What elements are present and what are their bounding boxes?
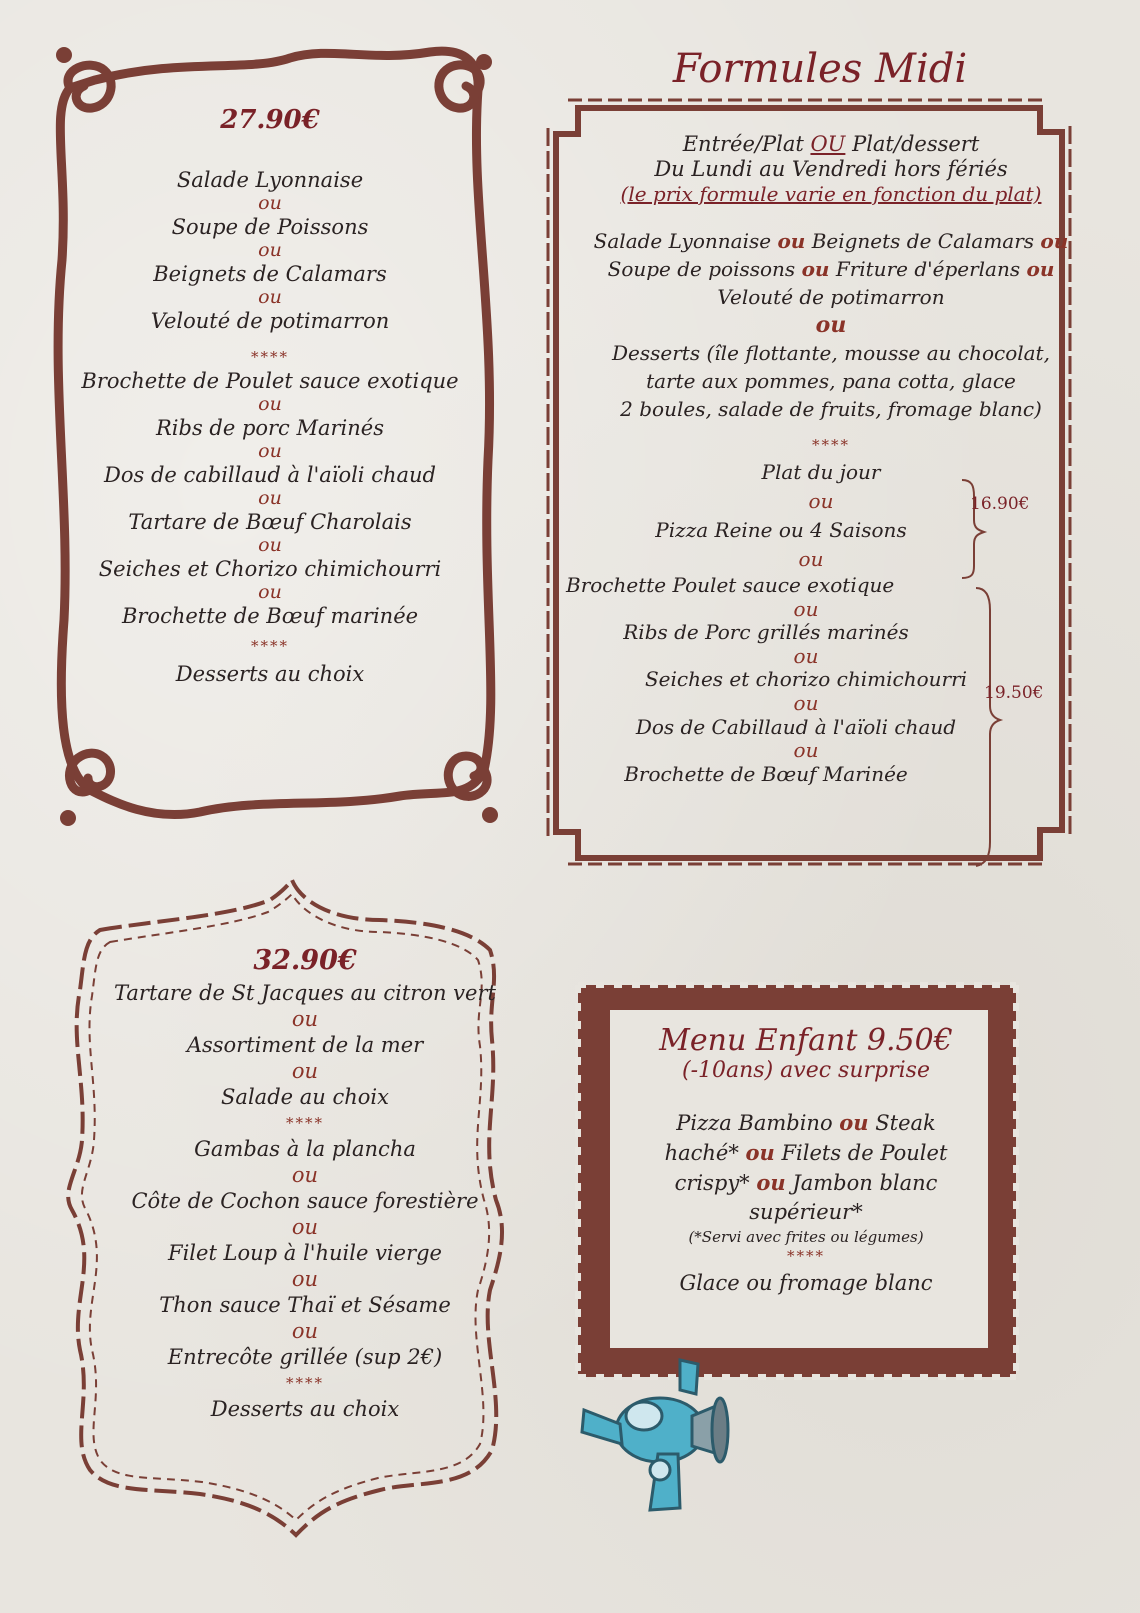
menu-item: Filet Loup à l'huile vierge	[168, 1241, 442, 1265]
menu-item: Ribs de porc Marinés	[155, 416, 385, 440]
menu-item: Glace ou fromage blanc	[679, 1271, 933, 1295]
course-separator: ****	[286, 1114, 324, 1132]
menu-item: Salade Lyonnaise	[176, 168, 364, 192]
formule-starters	[566, 227, 1096, 423]
group-1-price: 16.90€	[970, 494, 1030, 514]
or-separator: ou	[291, 1319, 319, 1343]
menu-item: Dos de Cabillaud à l'aïoli chaud	[635, 714, 957, 739]
menu-item: Thon sauce Thaï et Sésame	[159, 1293, 451, 1317]
or-separator: ou	[793, 596, 819, 621]
menu-enfant-note: (*Servi avec frites ou légumes)	[688, 1228, 924, 1246]
menu-item: Soupe de poissons	[607, 257, 796, 281]
or-separator: ou	[258, 286, 282, 308]
group-2-price: 19.50€	[984, 683, 1044, 703]
menu-item: Tartare de St Jacques au citron vert	[114, 981, 496, 1005]
or-separator: ou	[291, 1007, 319, 1031]
menu-item: Brochette Poulet sauce exotique	[566, 573, 895, 597]
or-separator: ou	[291, 1267, 319, 1291]
menu-item: Pizza Reine ou 4 Saisons	[655, 518, 907, 542]
menu-enfant-title: Menu Enfant 9.50€	[659, 1023, 953, 1058]
menu-enfant-line	[622, 1108, 990, 1138]
menu-item: Desserts au choix	[175, 662, 365, 686]
menu-item: Friture d'éperlans	[835, 257, 1021, 281]
menu-item: Pizza Bambino	[676, 1111, 840, 1135]
menu-item: Jambon blanc	[785, 1171, 938, 1195]
desserts-line: Desserts (île flottante, mousse au chocolat,	[612, 341, 1050, 365]
menu-item: Soupe de Poissons	[171, 215, 369, 239]
menu-item: Velouté de potimarron	[717, 285, 945, 309]
course-separator: ****	[286, 1374, 324, 1392]
menu-enfant	[622, 1024, 990, 1298]
formule-group-2	[566, 574, 1076, 786]
menu-item: crispy*	[674, 1171, 757, 1195]
or-separator: ou	[756, 1170, 786, 1195]
menu-item: Dos de cabillaud à l'aïoli chaud	[104, 463, 436, 487]
menu-item: Brochette de Poulet sauce exotique	[81, 369, 459, 393]
formule-days: Du Lundi au Vendredi hors fériés	[654, 157, 1008, 181]
or-separator: ou	[291, 1163, 319, 1187]
or-separator: ou	[258, 192, 282, 214]
formule-plat-dessert: Plat/dessert	[845, 132, 980, 156]
formule-price-note: (le prix formule varie en fonction du plat)	[620, 182, 1042, 206]
menu-enfant-subtitle: (-10ans) avec surprise	[682, 1058, 930, 1083]
menu-item: Beignets de Calamars	[811, 229, 1035, 253]
course-separator: ****	[787, 1247, 825, 1265]
menu-item: Côte de Cochon sauce forestière	[131, 1189, 479, 1213]
menu-item: Gambas à la plancha	[194, 1137, 416, 1161]
formule-line-1	[566, 132, 1096, 157]
or-separator: ou	[745, 1140, 775, 1165]
course-separator: ****	[251, 637, 289, 655]
course-separator: ****	[251, 348, 289, 366]
menu-item: Steak	[868, 1111, 936, 1135]
menu-item: Entrecôte grillée (sup 2€)	[167, 1345, 443, 1369]
formule-ou: OU	[810, 132, 846, 156]
course-separator: ****	[812, 436, 850, 454]
menu-item: Salade au choix	[221, 1085, 389, 1109]
menu-item: Seiches et chorizo chimichourri	[644, 667, 968, 692]
or-separator: ou	[258, 581, 282, 603]
menu-item: Tartare de Bœuf Charolais	[128, 510, 412, 534]
or-separator: ou	[291, 1059, 319, 1083]
menu-item: Assortiment de la mer	[186, 1033, 424, 1057]
menu-27-90	[60, 105, 480, 686]
or-separator: ou	[258, 239, 282, 261]
or-separator: ou	[793, 690, 819, 715]
menu-item: Plat du jour	[761, 460, 881, 484]
or-separator: ou	[808, 489, 834, 513]
menu-32-90	[90, 945, 520, 1422]
or-separator: ou	[839, 1110, 869, 1135]
or-separator: ou	[1026, 257, 1055, 281]
formule-group-1	[566, 458, 1076, 545]
menu-item: Filets de Poulet	[774, 1141, 948, 1165]
or-separator: ou	[258, 393, 282, 415]
menu-item: Velouté de potimarron	[150, 309, 390, 333]
or-separator: ou	[258, 534, 282, 556]
or-separator: ou	[798, 547, 824, 571]
or-separator: ou	[258, 487, 282, 509]
or-separator: ou	[815, 312, 847, 338]
menu-enfant-line	[622, 1168, 990, 1198]
desserts-line: tarte aux pommes, pana cotta, glace	[646, 369, 1016, 393]
menu-enfant-line: supérieur*	[749, 1200, 863, 1224]
menu-item: Beignets de Calamars	[153, 262, 387, 286]
menu-item: Desserts au choix	[210, 1397, 400, 1421]
menu-enfant-line	[622, 1138, 990, 1168]
menu-price: 32.90€	[253, 945, 357, 976]
formule-starters-row	[566, 255, 1096, 283]
formule-starters-row	[566, 227, 1096, 255]
or-separator: ou	[793, 738, 819, 763]
menu-price: 27.90€	[220, 105, 320, 135]
menu-item: Salade Lyonnaise	[593, 229, 772, 253]
menu-item: Brochette de Bœuf Marinée	[624, 761, 908, 786]
formules-midi	[566, 132, 1096, 786]
formules-title: Formules Midi	[672, 46, 968, 92]
or-separator: ou	[1040, 229, 1069, 253]
formule-entree-plat: Entrée/Plat	[682, 132, 811, 156]
or-separator: ou	[291, 1215, 319, 1239]
or-separator: ou	[777, 229, 806, 253]
menu-item: Ribs de Porc grillés marinés	[623, 620, 909, 645]
desserts-line: 2 boules, salade de fruits, fromage blanc)	[620, 397, 1042, 421]
menu-item: Brochette de Bœuf marinée	[121, 604, 419, 628]
menu-item: Seiches et Chorizo chimichourri	[98, 557, 442, 581]
or-separator: ou	[258, 440, 282, 462]
or-separator: ou	[793, 643, 819, 668]
or-separator: ou	[801, 257, 830, 281]
airplane-icon	[580, 1350, 740, 1520]
menu-item: haché*	[664, 1141, 746, 1165]
